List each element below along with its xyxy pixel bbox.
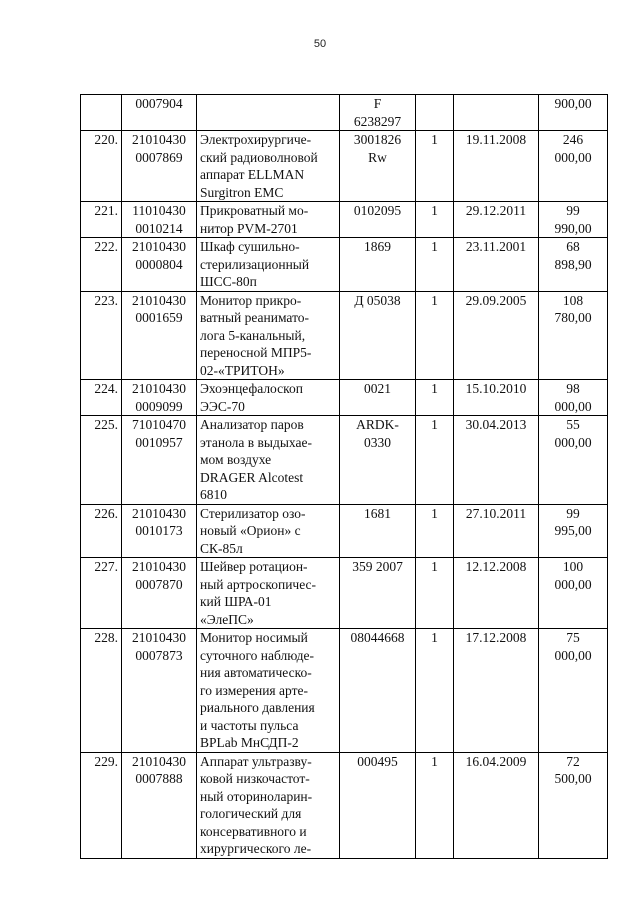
cost-cell — [539, 291, 608, 380]
quantity-cell: 1 — [416, 416, 454, 505]
factory-number-line: 6238297 — [353, 113, 402, 129]
cost-line: 900,00 — [554, 96, 592, 111]
inventory-number-line: 0007869 — [135, 149, 183, 165]
factory-number-line: 1869 — [364, 239, 391, 254]
table-row — [81, 558, 608, 629]
date-cell: 17.12.2008 — [454, 629, 539, 753]
factory-number-cell — [340, 131, 416, 202]
table-row — [81, 291, 608, 380]
cost-cell — [539, 202, 608, 238]
inventory-table-body — [81, 95, 608, 859]
cost-cell — [539, 380, 608, 416]
factory-number-cell — [340, 380, 416, 416]
row-number-cell — [81, 95, 122, 131]
cost-line: 108 — [562, 292, 584, 308]
inventory-number-cell — [122, 504, 197, 558]
cost-cell — [539, 95, 608, 131]
date-cell: 29.12.2011 — [454, 202, 539, 238]
item-name-line: консервативного и — [200, 823, 307, 839]
cost-line: 75 — [566, 630, 580, 645]
cost-line: 68 — [566, 239, 580, 254]
item-name-cell — [197, 504, 340, 558]
cost-line: 898,90 — [554, 256, 592, 272]
item-name-cell — [197, 131, 340, 202]
cost-cell — [539, 416, 608, 505]
factory-number-line: 1681 — [364, 505, 391, 521]
quantity-cell: 1 — [416, 558, 454, 629]
item-name-line: Монитор носимый — [200, 630, 308, 645]
factory-number-line: F — [373, 96, 382, 111]
factory-number-line: 000495 — [357, 753, 398, 769]
item-name-line: го измерения арте- — [200, 682, 308, 698]
cost-line: 55 — [566, 417, 580, 432]
factory-number-cell — [340, 238, 416, 292]
factory-number-line: 3001826 — [353, 132, 402, 147]
inventory-number-line: 0007888 — [135, 771, 183, 786]
inventory-number-cell — [122, 558, 197, 629]
item-name-line: Монитор прикро- — [200, 292, 302, 308]
table-row — [81, 416, 608, 505]
item-name-line: «ЭлеПС» — [200, 611, 254, 627]
item-name-cell — [197, 291, 340, 380]
item-name-line: новый «Орион» с — [200, 523, 301, 538]
factory-number-line: Д 05038 — [354, 292, 401, 308]
table-row — [81, 629, 608, 753]
item-name-line: кий ШРА-01 — [200, 594, 272, 609]
row-number-cell: 224. — [81, 380, 122, 416]
date-cell: 19.11.2008 — [454, 131, 539, 202]
item-name-line: Аппарат ультразву- — [200, 753, 312, 769]
inventory-number-cell — [122, 238, 197, 292]
item-name-line: Шкаф сушильно- — [200, 239, 300, 254]
item-name-line: и частоты пульса — [200, 717, 299, 733]
item-name-line: 02-«ТРИТОН» — [200, 362, 285, 378]
factory-number-line: 0330 — [364, 434, 391, 450]
quantity-cell: 1 — [416, 380, 454, 416]
quantity-cell: 1 — [416, 504, 454, 558]
table-row — [81, 95, 608, 131]
date-cell: 23.11.2001 — [454, 238, 539, 292]
factory-number-cell — [340, 202, 416, 238]
factory-number-cell — [340, 752, 416, 858]
factory-number-line: 359 2007 — [352, 559, 403, 574]
item-name-cell — [197, 95, 340, 131]
cost-line: 000,00 — [554, 434, 592, 450]
item-name-line: аппарат ELLMAN — [200, 167, 305, 182]
quantity-cell — [416, 95, 454, 131]
quantity-cell: 1 — [416, 238, 454, 292]
cost-line: 246 — [562, 132, 584, 147]
item-name-cell — [197, 558, 340, 629]
item-name-line: суточного наблюде- — [200, 647, 315, 663]
factory-number-line: ARDK- — [356, 417, 399, 432]
item-name-line: ный оториноларин- — [200, 788, 313, 804]
date-cell: 16.04.2009 — [454, 752, 539, 858]
inventory-number-line: 21010430 — [132, 753, 186, 769]
row-number-cell: 223. — [81, 291, 122, 380]
cost-cell — [539, 238, 608, 292]
factory-number-line: 0102095 — [353, 203, 402, 218]
inventory-number-line: 21010430 — [132, 292, 186, 308]
factory-number-cell — [340, 504, 416, 558]
inventory-number-line: 0007904 — [135, 96, 183, 111]
item-name-line: гологический для — [200, 806, 302, 821]
item-name-line: СК-85л — [200, 540, 243, 556]
cost-line: 780,00 — [554, 310, 592, 325]
cost-line: 500,00 — [554, 771, 592, 786]
date-cell: 30.04.2013 — [454, 416, 539, 505]
cost-line: 000,00 — [554, 576, 592, 592]
inventory-number-line: 0010214 — [135, 220, 183, 236]
quantity-cell: 1 — [416, 291, 454, 380]
quantity-cell: 1 — [416, 629, 454, 753]
item-name-cell — [197, 202, 340, 238]
inventory-number-line: 0010173 — [135, 523, 183, 538]
item-name-line: хирургического ле- — [200, 841, 312, 856]
inventory-number-cell — [122, 629, 197, 753]
table-row — [81, 238, 608, 292]
row-number-cell: 229. — [81, 752, 122, 858]
inventory-number-line: 21010430 — [132, 505, 186, 521]
inventory-number-cell — [122, 131, 197, 202]
item-name-line: лога 5-канальный, — [200, 327, 306, 343]
table-row — [81, 131, 608, 202]
factory-number-cell — [340, 558, 416, 629]
item-name-cell — [197, 416, 340, 505]
item-name-line: DRAGER Alcotest — [200, 469, 304, 485]
factory-number-line: Rw — [368, 149, 387, 165]
item-name-line: 6810 — [200, 487, 227, 502]
cost-line: 000,00 — [554, 398, 592, 414]
date-cell — [454, 95, 539, 131]
inventory-number-line: 21010430 — [132, 630, 186, 645]
date-cell: 15.10.2010 — [454, 380, 539, 416]
inventory-number-line: 0009099 — [135, 398, 183, 414]
cost-line: 000,00 — [554, 647, 592, 663]
inventory-number-cell — [122, 291, 197, 380]
table-row — [81, 202, 608, 238]
row-number-cell: 222. — [81, 238, 122, 292]
row-number-cell: 228. — [81, 629, 122, 753]
cost-line: 000,00 — [554, 149, 592, 165]
item-name-cell — [197, 238, 340, 292]
date-cell: 29.09.2005 — [454, 291, 539, 380]
page-number: 50 — [313, 38, 327, 50]
item-name-line: Стерилизатор озо- — [200, 505, 306, 521]
inventory-number-line: 0010957 — [135, 434, 183, 450]
quantity-cell: 1 — [416, 131, 454, 202]
inventory-number-line: 0000804 — [135, 256, 183, 272]
item-name-line: ния автоматическо- — [200, 665, 312, 680]
inventory-number-line: 21010430 — [132, 381, 186, 396]
inventory-number-cell — [122, 752, 197, 858]
cost-cell — [539, 629, 608, 753]
item-name-line: ский радиоволновой — [200, 149, 318, 165]
item-name-line: мом воздухе — [200, 452, 272, 467]
inventory-number-cell — [122, 202, 197, 238]
inventory-number-cell — [122, 416, 197, 505]
item-name-line: Surgitron EMC — [200, 184, 284, 200]
cost-line: 990,00 — [554, 220, 592, 236]
cost-line: 100 — [562, 559, 584, 574]
item-name-cell — [197, 752, 340, 858]
inventory-number-line: 21010430 — [132, 239, 186, 254]
cost-cell — [539, 131, 608, 202]
inventory-number-line: 21010430 — [132, 132, 186, 147]
inventory-number-line: 71010470 — [132, 417, 186, 432]
item-name-line: Прикроватный мо- — [200, 203, 309, 218]
factory-number-cell — [340, 629, 416, 753]
item-name-line: нитор PVM-2701 — [200, 220, 298, 236]
item-name-line: BPLab МнСДП-2 — [200, 735, 299, 750]
factory-number-line: 0021 — [364, 381, 391, 396]
cost-cell — [539, 504, 608, 558]
cost-line: 72 — [566, 753, 580, 769]
factory-number-cell — [340, 416, 416, 505]
date-cell: 27.10.2011 — [454, 504, 539, 558]
factory-number-cell — [340, 95, 416, 131]
inventory-table — [80, 94, 608, 859]
table-row — [81, 504, 608, 558]
row-number-cell: 227. — [81, 558, 122, 629]
cost-line: 995,00 — [554, 523, 592, 538]
item-name-line: переносной МПР5- — [200, 345, 312, 360]
quantity-cell: 1 — [416, 752, 454, 858]
table-row — [81, 380, 608, 416]
cost-cell — [539, 558, 608, 629]
inventory-number-line: 0007870 — [135, 576, 183, 592]
inventory-number-line: 0007873 — [135, 647, 183, 663]
item-name-line: стерилизационный — [200, 256, 310, 272]
item-name-line: ватный реанимато- — [200, 310, 310, 325]
table-row — [81, 752, 608, 858]
inventory-number-line: 11010430 — [132, 203, 186, 218]
row-number-cell: 226. — [81, 504, 122, 558]
item-name-line: Электрохирургиче- — [200, 132, 312, 147]
cost-line: 98 — [566, 381, 580, 396]
row-number-cell: 225. — [81, 416, 122, 505]
item-name-line: ковой низкочастот- — [200, 771, 310, 786]
item-name-line: Шейвер ротацион- — [200, 559, 308, 574]
cost-line: 99 — [566, 203, 580, 218]
inventory-number-cell — [122, 380, 197, 416]
item-name-line: ЭЭС-70 — [200, 398, 245, 414]
quantity-cell: 1 — [416, 202, 454, 238]
item-name-line: Анализатор паров — [200, 417, 304, 432]
item-name-cell — [197, 380, 340, 416]
inventory-number-line: 21010430 — [132, 559, 186, 574]
item-name-line: риального давления — [200, 700, 315, 715]
item-name-line: ШСС-80п — [200, 274, 257, 289]
cost-cell — [539, 752, 608, 858]
item-name-line: ный артроскопичес- — [200, 576, 317, 592]
date-cell: 12.12.2008 — [454, 558, 539, 629]
item-name-line: Эхоэнцефалоскоп — [200, 381, 303, 396]
factory-number-line: 08044668 — [350, 630, 405, 645]
item-name-cell — [197, 629, 340, 753]
inventory-number-line: 0001659 — [135, 310, 183, 325]
row-number-cell: 220. — [81, 131, 122, 202]
factory-number-cell — [340, 291, 416, 380]
inventory-number-cell — [122, 95, 197, 131]
row-number-cell: 221. — [81, 202, 122, 238]
cost-line: 99 — [566, 505, 580, 521]
item-name-line: этанола в выдыхае- — [200, 434, 312, 450]
